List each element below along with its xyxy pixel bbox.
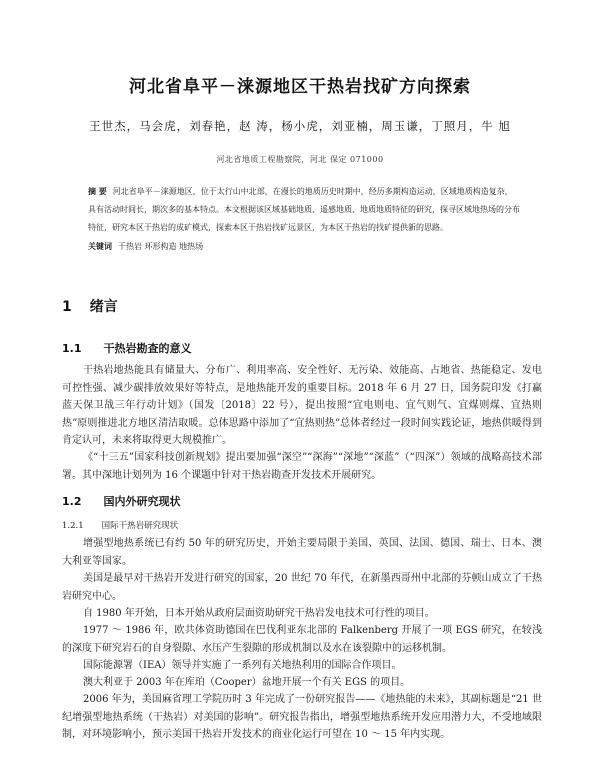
abstract-text: 河北省阜平－涞源地区，位于太行山中北部，在漫长的地质历史时期中，经历多期构造运动，区域地质构造复杂，具有活动时间长，期次多的基本特点。本文根据该区域基础地质、遥感地质、地质地质特征的研究，探寻区域地热场的分布特征，研究本区干热岩的成矿模式，探索本区干热岩找矿远景区，为本区干热岩的找矿提供新的思路。 [88,187,520,232]
subsubsection-1-2-1-heading [62,519,178,531]
subsection-title: 国内外研究现状 [103,495,181,508]
paragraph-3: 增强型地热系统已有约 50 年的研究历史，开始主要局限于美国、英国、法国、德国、瑞士、日本、澳大利亚等国家。 [62,538,542,567]
subsection-1-1-heading [62,340,192,356]
paragraph-2: 《“十三五”国家科技创新规划》提出要加强“深空”“深海”“深地”“深蓝”（“四深”）领域的战略高技术部署。其中深地计划列为 16 个课题中针对干热岩勘查开发技术开展研究。 [62,452,542,481]
subsection-number: 1.2 [62,495,82,508]
subsection-1-2-heading [62,493,181,509]
keywords-text: 干热岩 环形构造 地热场 [118,242,204,251]
abstract [88,182,520,256]
paragraph-7: 国际能源署（IEA）领导并实施了一系列有关地热利用的国际合作项目。 [83,660,402,671]
section-1-heading [62,296,118,316]
authors: 王世杰，马会虎，刘春艳，赵 涛，杨小虎，刘亚楠，周玉谦，丁照月，牛 旭 [89,119,511,133]
section-title: 绪言 [89,299,118,315]
subsubsection-number: 1.2.1 [62,521,84,531]
keywords-label: 关键词 [88,241,112,251]
abstract-label: 摘 要 [88,186,107,196]
paragraph-9: 2006 年为，美国麻省理工学院历时 3 年完成了一份研究报告——《地热能的未来》，其副标题是“21 世纪增强型地热系统（干热岩）对美国的影响”。研究报告指出，增强型地热系统开发应用潜力大，不受地域限制，对环境影响小，预示美国干热岩开发技术的商业化运行可望在 10 ～ 15 年内实现。 [62,694,542,740]
section-number: 1 [62,299,72,315]
keywords [88,237,520,256]
paragraph-5: 自 1980 年开始，日本开始从政府层面资助研究干热岩发电技术可行性的项目。 [83,608,435,619]
paragraph-6: 1977 ～ 1986 年，欧共体资助德国在巴伐利亚东北部的 Falkenberg 开展了一项 EGS 研究，在较浅的深度下研究岩石的自身裂隙、水压产生裂隙的形成机制以及水在该裂隙中的运移机制。 [62,625,542,654]
paragraph-8: 澳大利亚于 2003 年在库珀（Cooper）盆地开展一个有关 EGS 的项目。 [83,677,411,688]
paper-title: 河北省阜平－涞源地区干热岩找矿方向探索 [129,77,471,97]
affiliation: 河北省地质工程勘察院，河北 保定 071000 [216,155,384,164]
subsubsection-title: 国际干热岩研究现状 [101,521,179,531]
subsection-title: 干热岩勘查的意义 [103,342,192,355]
paragraph-1: 干热岩地热能具有储量大、分布广、利用率高、安全性好、无污染、效能高、占地省、热能稳定、发电可控性强、减少碳排放效果好等特点，是地热能开发的重要目标。2018 年 6 月 27 日，国务院印发《打赢蓝天保卫战三年行动计划》（国发〔2018〕22 号），提出按照“宜电则电、宜气则气、宜煤则煤、宜热则热”原则推进北方地区清洁取暖。总体思路中添加了“宜热则热”总体者经过一段时间实践论证，地热供暖得到肯定认可，未来将取得更大规模推广。 [62,365,542,446]
abstract-body [88,182,520,237]
subsection-number: 1.1 [62,342,82,355]
paragraph-4: 美国是最早对干热岩开发进行研究的国家，20 世纪 70 年代，在新墨西哥州中北部的芬顿山成立了干热岩研究中心。 [62,573,542,602]
